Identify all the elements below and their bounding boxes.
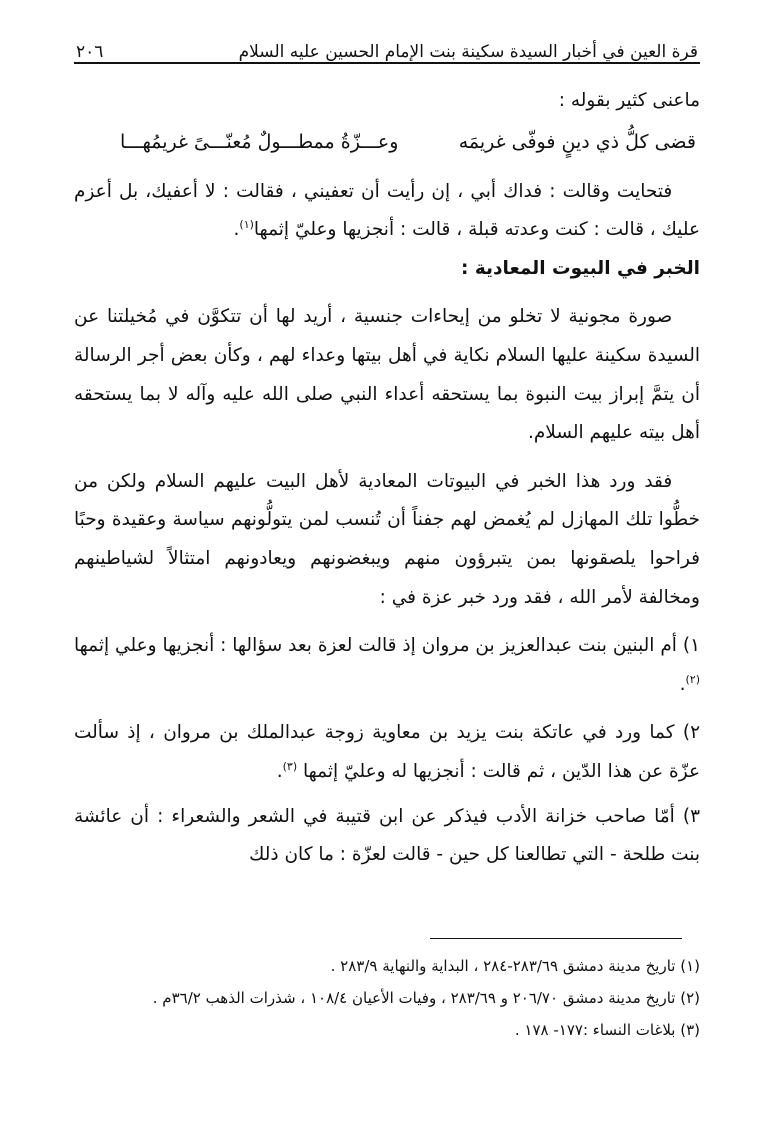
section-heading: الخبر في البيوت المعادية :	[461, 257, 700, 279]
footnote-ref-1: (١)	[239, 218, 254, 232]
main-text	[74, 82, 700, 875]
header-rule	[74, 62, 700, 64]
footnote-ref-3: (٣)	[282, 759, 298, 773]
list-item-2-text: ٢) كما ورد في عاتكة بنت يزيد بن معاوية زوجة عبدالملك بن مروان ، إذ سألت عزّة عن هذا الدّين ، ثم قالت : أنجزيها له وعليّ إثمها	[74, 722, 700, 782]
footnote-1: (١) تاريخ مدينة دمشق ٢٨٣/٦٩-٢٨٤ ، البداية والنهاية ٢٨٣/٩ .	[330, 957, 700, 975]
footnotes	[74, 950, 700, 1046]
page-number: ٢٠٦	[76, 42, 104, 62]
poem-verse	[74, 121, 700, 163]
poem-first-hemistich: قضى كلُّ ذي دينٍ فوفّى غريمَه	[458, 130, 696, 153]
paragraph-2-text: صورة مجونية لا تخلو من إيحاءات جنسية ، أريد لها أن تتكوَّن في مُخيلتنا عن السيدة سكينة عليها السلام نكاية في أهل بيتها وعداء لهم ، وكأن بعض أجر الرسالة أن يتمَّ إبراز بيت النبوة بما يستحقه أعداء النبي صلى الله عليه وآله لا بما يستحقه أهل بيته عليهم السلام.	[74, 306, 700, 444]
poem-intro: ماعنى كثير بقوله :	[558, 90, 700, 111]
paragraph-3-text: فقد ورد هذا الخبر في البيوتات المعادية لأهل البيت عليهم السلام ولكن من خطُّوا تلك المهازل لم يُغمض لهم جفناً أن تُنسب لمن يتولُّونهم سياسة وعقيدة وحبًا فراحوا يلصقونها بمن يتبرؤون منهم ويبغضونهم ويعادونهم امتثالاً لشياطينهم ومخالفة لأمر الله ، فقد ورد خبر عزة في :	[74, 470, 700, 608]
list-item-1: ١) أم البنين بنت عبدالعزيز بن مروان إذ قالت لعزة بعد سؤالها : أنجزيها وعلي إثمها $^{(٢)}$.	[74, 635, 700, 695]
paragraph-1-text: فتحايت وقالت : فداك أبي ، إن رأيت أن تعفيني ، فقالت : لا أعفيك، بل أعزم عليك ، قالت : كنت وعدته قبلة ، قالت : أنجزيها وعليّ إثمها	[74, 180, 700, 241]
list-item-3: ٣) أمّا صاحب خزانة الأدب فيذكر عن ابن قتيبة في الشعر والشعراء : أن عائشة بنت طلحة - التي تطالعنا كل حين - قالت لعزّة : ما كان ذلك	[74, 805, 700, 866]
footnote-2: (٢) تاريخ مدينة دمشق ٢٠٦/٧٠ و ٢٨٣/٦٩ ، وفيات الأعيان ١٠٨/٤ ، شذرات الذهب ٣٦/٢م .	[152, 989, 700, 1007]
paragraph-1: فتحايت وقالت : فداك أبي ، إن رأيت أن تعفيني ، فقالت : لا أعفيك، بل أعزم عليك ، قالت : كنت وعدته قبلة ، قالت : أنجزيها وعليّ إثمها$^{(١)}$.	[74, 180, 700, 241]
list-item-2: ٢) كما ورد في عاتكة بنت يزيد بن معاوية زوجة عبدالملك بن مروان ، إذ سألت عزّة عن هذا الدّين ، ثم قالت : أنجزيها له وعليّ إثمها $^{(٣)}$.	[74, 722, 700, 782]
page-header	[76, 28, 698, 62]
poem-second-hemistich: وعـــزّةُ ممطـــولٌ مُعنّـــىً غريمُهـــا	[120, 130, 399, 153]
running-title: قرة العين في أخبار السيدة سكينة بنت الإمام الحسين عليه السلام	[238, 42, 698, 62]
paragraph-3	[74, 463, 700, 617]
footnote-ref-2: (٢)	[685, 672, 700, 686]
footnote-separator	[430, 938, 682, 939]
list-item-1-text: ١) أم البنين بنت عبدالعزيز بن مروان إذ قالت لعزة بعد سؤالها : أنجزيها وعلي إثمها	[74, 635, 700, 657]
paragraph-2	[74, 298, 700, 452]
footnote-3: (٣) بلاغات النساء :١٧٧- ١٧٨ .	[514, 1021, 700, 1039]
